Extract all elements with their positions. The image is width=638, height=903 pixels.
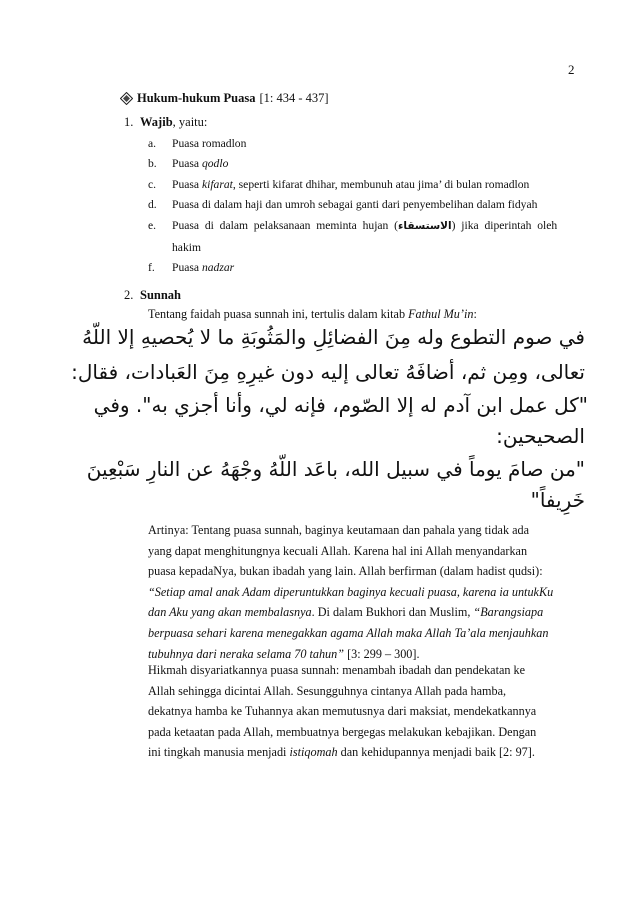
section-title: Sunnah: [140, 288, 182, 302]
arabic-line: في صوم التطوع وله مِنَ الفضائِلِ والمَثُوبَةِ ما لا يُحصيهِ إلا اللّهُ: [82, 325, 585, 349]
artinya-paragraph: [148, 520, 585, 664]
list-item-continuation: [148, 238, 557, 258]
para-line: Allah sehingga dicintai Allah. Sesungguhnya cintanya Allah pada hamba,: [148, 683, 507, 698]
page-number: 2: [568, 62, 575, 77]
para-line: dan Aku yang akan membalasnya. Di dalam Bukhori dan Muslim, “Barangsiapa: [148, 605, 544, 620]
arabic-line: "من صامَ يوماً في سبيل الله، باعَد اللّهُ وجْهَهُ عن النارِ سَبْعِينَ: [86, 457, 585, 481]
section-wajib: [124, 115, 207, 130]
list-text: hakim: [172, 240, 201, 254]
list-text: Puasa qodlo: [172, 157, 229, 171]
list-letter: c.: [148, 177, 157, 191]
sunnah-intro: Tentang faidah puasa sunnah ini, tertulis dalam kitab Fathul Mu’in:: [148, 307, 477, 321]
para-line: pada ketaatan pada Allah, membuatnya bergegas melakukan kebajikan. Dengan: [148, 724, 537, 739]
list-letter: a.: [148, 137, 157, 150]
diamond-bullet-icon: [120, 92, 133, 105]
list-item: [148, 195, 557, 215]
para-line: tubuhnya dari neraka selama 70 tahun” [3: 299 – 300].: [148, 646, 420, 661]
list-text: Puasa nadzar: [172, 261, 235, 275]
hikmah-paragraph: [148, 660, 585, 763]
wajib-list: [148, 134, 557, 278]
list-text: Puasa di dalam pelaksanaan meminta hujan (الاستسقاء) jika diperintah oleh: [172, 218, 558, 232]
arabic-istisqa: الاستسقاء: [398, 219, 452, 232]
section-suffix: , yaitu:: [172, 115, 208, 129]
para-line: ini tingkah manusia menjadi istiqomah dan kehidupannya menjadi baik [2: 97].: [148, 745, 535, 760]
arabic-line: الصحيحين:: [496, 424, 585, 448]
para-line: “Setiap amal anak Adam diperuntukkan baginya kecuali puasa, karena ia untukKu: [148, 584, 554, 599]
list-letter: f.: [148, 261, 155, 275]
list-text: Puasa di dalam haji dan umroh sebagai ganti dari penyembelihan dalam fidyah: [172, 198, 538, 212]
list-text: Puasa kifarat, seperti kifarat dhihar, membunuh atau jima’ di bulan romadlon: [172, 177, 530, 191]
arabic-line: "كل عمل ابن آدم له إلا الصّوم، فإنه لي، وأنا أجزي به". وفي: [93, 393, 588, 417]
arabic-line: خَرِيفاً": [530, 488, 585, 512]
section-number: 2.: [124, 288, 134, 302]
list-text: Puasa romadlon: [172, 137, 247, 150]
para-line: Artinya: Tentang puasa sunnah, baginya keutamaan dan pahala yang tidak ada: [148, 523, 530, 537]
section-sunnah: [124, 288, 181, 303]
para-line: yang dapat menghitungnya kecuali Allah. Karena hal ini Allah menyandarkan: [148, 543, 528, 558]
para-line: Hikmah disyariatkannya puasa sunnah: menambah ibadah dan pendekatan ke: [148, 663, 526, 677]
section-heading: [120, 91, 329, 106]
list-item: [148, 175, 557, 195]
section-number: 1.: [124, 115, 134, 129]
list-item: [148, 134, 557, 154]
list-item: [148, 216, 557, 238]
list-item: [148, 154, 557, 174]
heading-ref: [1: 434 - 437]: [259, 91, 329, 105]
section-title: Wajib: [140, 115, 173, 129]
para-line: dekatnya hamba ke Tuhannya akan memutusnya dari maksiat, mendekatkannya: [148, 704, 537, 719]
heading-title: Hukum-hukum Puasa: [137, 91, 256, 105]
arabic-line: تعالى، ومِن ثم، أضافَهُ تعالى إليه دون غيرِهِ مِنَ العَبادات، فقال:: [71, 360, 585, 384]
para-line: berpuasa sehari karena menegakkan agama Allah maka Allah Ta’ala menjauhkan: [148, 625, 549, 640]
list-item: [148, 258, 557, 278]
list-letter: b.: [148, 157, 157, 171]
para-line: puasa kepadaNya, bukan ibadah yang lain. Allah berfirman (dalam hadist qudsi):: [148, 564, 543, 579]
list-letter: d.: [148, 198, 157, 212]
list-letter: e.: [148, 218, 157, 232]
